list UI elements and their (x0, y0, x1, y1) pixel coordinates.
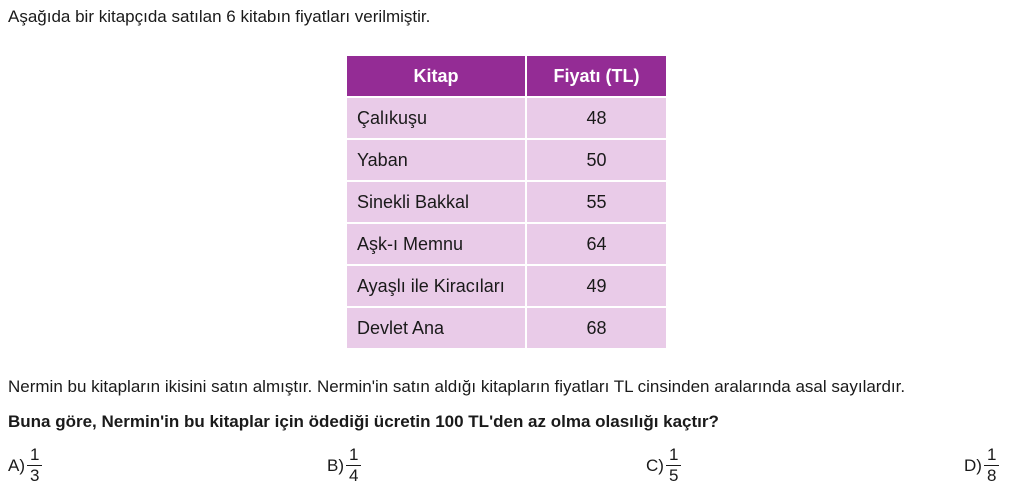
fraction-numerator: 1 (666, 445, 681, 466)
intro-text: Aşağıda bir kitapçıda satılan 6 kitabın fiyatları verilmiştir. (8, 7, 431, 26)
table-row (347, 307, 666, 348)
fraction-numerator: 1 (27, 445, 42, 466)
book-name: Sinekli Bakkal (347, 181, 526, 223)
fraction (984, 445, 999, 486)
fraction-numerator: 1 (984, 445, 999, 466)
book-price: 48 (526, 97, 666, 139)
fraction-denominator: 8 (986, 466, 997, 485)
option-c[interactable] (646, 445, 681, 486)
option-a[interactable] (8, 445, 42, 486)
fraction-denominator: 3 (30, 466, 40, 485)
option-d[interactable] (964, 445, 999, 486)
table-row (347, 97, 666, 139)
table-row (347, 139, 666, 181)
option-letter: D) (964, 455, 982, 475)
table-row (347, 181, 666, 223)
book-name: Çalıkuşu (347, 97, 526, 139)
book-price: 64 (526, 223, 666, 265)
book-name: Devlet Ana (347, 307, 526, 348)
book-price: 68 (526, 307, 666, 348)
table-row (347, 265, 666, 307)
book-name: Yaban (347, 139, 526, 181)
fraction-denominator: 5 (668, 466, 679, 485)
option-letter: B) (327, 455, 344, 475)
option-letter: A) (8, 455, 25, 475)
question-text: Buna göre, Nermin'in bu kitaplar için ödediği ücretin 100 TL'den az olma olasılığı kaçtır? (8, 412, 719, 431)
problem-statement: Nermin bu kitapların ikisini satın almıştır. Nermin'in satın aldığı kitapların fiyatları TL cinsinden aralarında asal sayılardır. (8, 377, 906, 396)
fraction (666, 445, 681, 486)
option-letter: C) (646, 455, 664, 475)
book-price: 49 (526, 265, 666, 307)
fraction-numerator: 1 (346, 445, 361, 466)
book-price: 55 (526, 181, 666, 223)
fraction (27, 445, 42, 486)
book-name: Aşk-ı Memnu (347, 223, 526, 265)
price-table (347, 56, 666, 348)
header-price: Fiyatı (TL) (526, 56, 666, 97)
book-price: 50 (526, 139, 666, 181)
fraction-denominator: 4 (349, 466, 359, 485)
option-b[interactable] (327, 445, 361, 486)
fraction (346, 445, 361, 486)
table-header-row (347, 56, 666, 97)
table-row (347, 223, 666, 265)
header-book: Kitap (347, 56, 526, 97)
book-name: Ayaşlı ile Kiracıları (347, 265, 526, 307)
